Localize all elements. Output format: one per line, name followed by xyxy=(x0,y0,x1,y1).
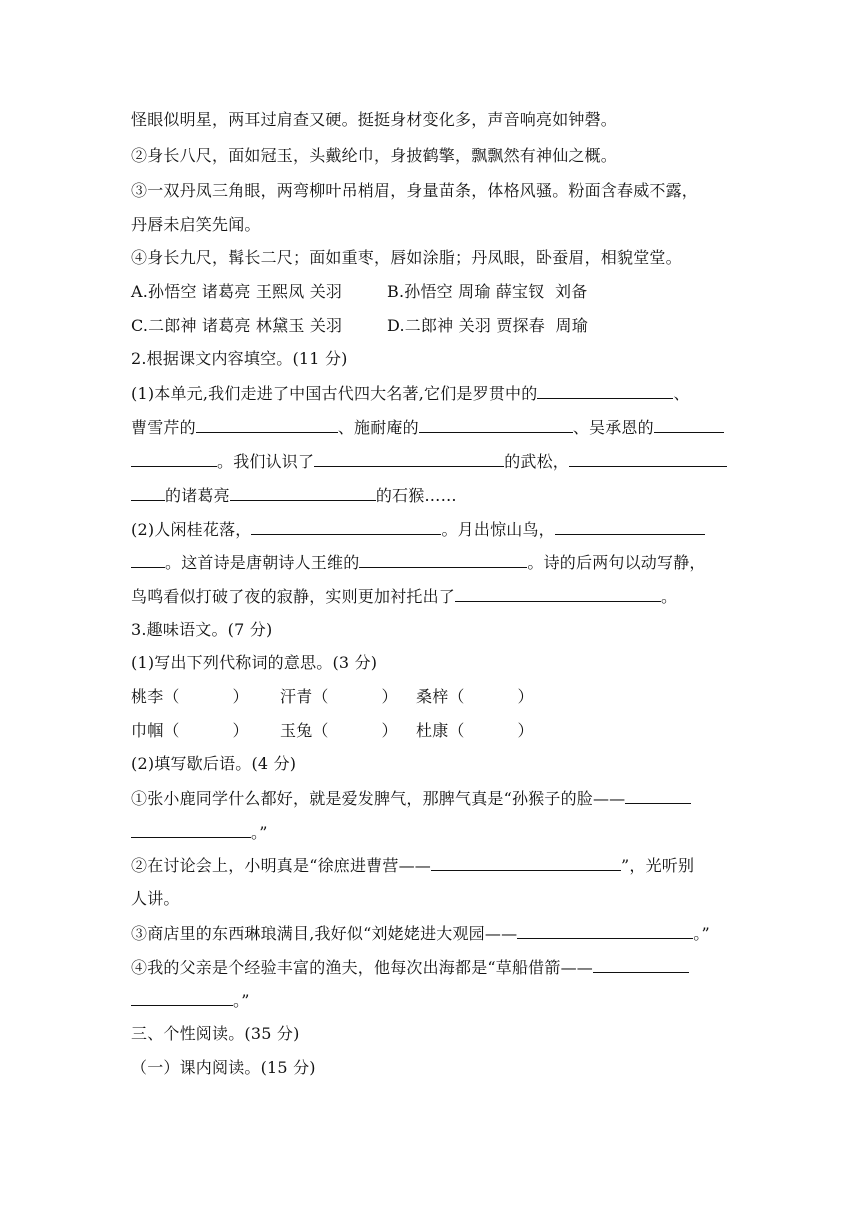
answer-blank[interactable] xyxy=(537,383,673,399)
q1-description-line: 丹唇未启笑先闻。 xyxy=(131,215,261,234)
q2-line: 曹雪芹的 、施耐庵的 、吴承恩的 xyxy=(131,417,724,438)
q3-sentence: 。” xyxy=(131,822,268,843)
q2-title: 2.根据课文内容填空。(11 分) xyxy=(131,349,348,368)
answer-blank[interactable] xyxy=(625,788,691,804)
section-subtitle: （一）课内阅读。(15 分) xyxy=(131,1058,316,1077)
q3-sentence: ③商店里的东西琳琅满目,我好似“刘姥姥进大观园—— 。” xyxy=(131,924,710,943)
q1-option-C: C.二郎神 诸葛亮 林黛玉 关羽 xyxy=(131,316,343,335)
q2-line: 。这首诗是唐朝诗人王维的 。诗的后两句以动写静， xyxy=(131,552,706,573)
q3-item: 巾帼（ ） xyxy=(131,721,249,740)
answer-blank[interactable] xyxy=(431,855,621,871)
q3-item: 桑梓（ ） xyxy=(416,687,534,706)
answer-blank[interactable] xyxy=(131,485,165,501)
q3-sentence: ①张小鹿同学什么都好，就是爱发脾气，那脾气真是“孙猴子的脸—— xyxy=(131,788,691,809)
section-title: 三、个性阅读。(35 分) xyxy=(131,1024,300,1043)
answer-blank[interactable] xyxy=(131,552,165,568)
answer-blank[interactable] xyxy=(314,451,504,467)
answer-blank[interactable] xyxy=(230,485,376,501)
q3-sub1: (1)写出下列代称词的意思。(3 分) xyxy=(131,653,378,672)
q3-row xyxy=(131,721,534,741)
q3-item: 玉兔（ ） xyxy=(280,721,398,740)
q3-sentence: 。” xyxy=(131,990,250,1011)
q3-item: 汗青（ ） xyxy=(280,687,398,706)
answer-blank[interactable] xyxy=(654,417,724,433)
q2-line: (1)本单元,我们走进了中国古代四大名著,它们是罗贯中的 、 xyxy=(131,384,690,403)
answer-blank[interactable] xyxy=(455,586,661,602)
q3-item: 桃李（ ） xyxy=(131,687,249,706)
answer-blank[interactable] xyxy=(131,822,251,838)
q1-description-line: ③一双丹凤三角眼，两弯柳叶吊梢眉，身量苗条，体格风骚。粉面含春威不露， xyxy=(131,181,699,200)
answer-blank[interactable] xyxy=(593,957,689,973)
answer-blank[interactable] xyxy=(555,519,705,535)
q2-line: (2)人闲桂花落， 。月出惊山鸟， xyxy=(131,519,705,540)
q3-title: 3.趣味语文。(7 分) xyxy=(131,620,273,639)
q1-description-line: ②身长八尺，面如冠玉，头戴纶巾，身披鹤擎，飘飘然有神仙之概。 xyxy=(131,146,618,165)
q3-sentence: ④我的父亲是个经验丰富的渔夫，他每次出海都是“草船借箭—— xyxy=(131,957,689,978)
q1-option-D: D.二郎神 关羽 贾探春 周瑜 xyxy=(387,316,588,335)
answer-blank[interactable] xyxy=(517,923,693,939)
answer-blank[interactable] xyxy=(359,552,527,568)
answer-blank[interactable] xyxy=(569,451,727,467)
q3-item: 杜康（ ） xyxy=(416,721,534,740)
q1-option-B: B.孙悟空 周瑜 薛宝钗 刘备 xyxy=(387,282,588,301)
q2-line: 鸟鸣看似打破了夜的寂静，实则更加衬托出了 。 xyxy=(131,587,678,606)
q2-line: 。我们认识了 的武松， xyxy=(131,451,727,472)
answer-blank[interactable] xyxy=(419,417,573,433)
answer-blank[interactable] xyxy=(131,451,217,467)
q3-sentence: 人讲。 xyxy=(131,889,180,908)
answer-blank[interactable] xyxy=(251,519,441,535)
q1-description-line: ④身长九尺，髯长二尺；面如重枣，唇如涂脂；丹凤眼，卧蚕眉，相貌堂堂。 xyxy=(131,248,682,267)
q1-description-line: 怪眼似明星，两耳过肩查又硬。挺挺身材变化多，声音响亮如钟磬。 xyxy=(131,110,618,129)
q3-sentence: ②在讨论会上，小明真是“徐庶进曹营—— ”，光听别 xyxy=(131,856,695,875)
answer-blank[interactable] xyxy=(196,417,338,433)
answer-blank[interactable] xyxy=(131,990,233,1006)
q2-line: 的诸葛亮 的石猴…… xyxy=(131,485,457,506)
q1-option-A: A.孙悟空 诸葛亮 王熙凤 关羽 xyxy=(131,282,343,301)
q3-sub2: (2)填写歇后语。(4 分) xyxy=(131,754,297,773)
q3-row xyxy=(131,687,534,707)
